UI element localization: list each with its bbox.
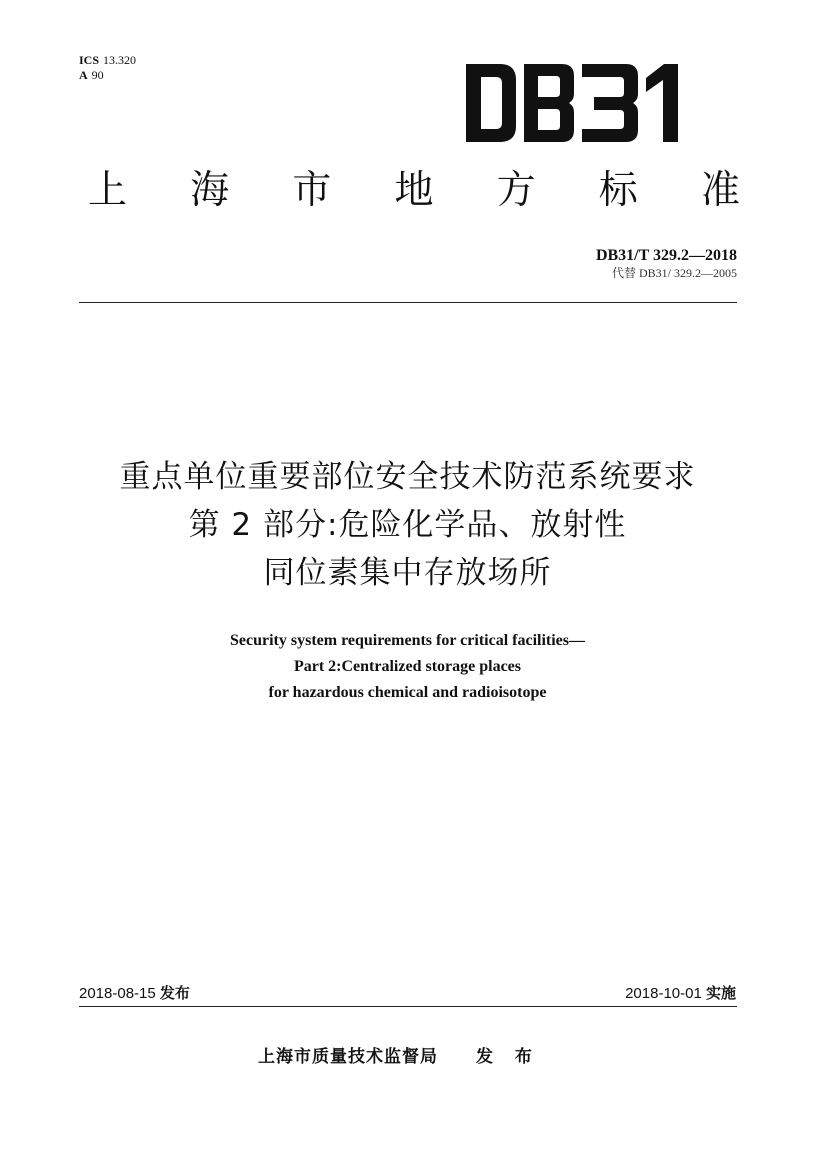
chinese-title [40, 453, 775, 597]
issue-date [79, 983, 190, 1004]
db31-logo [466, 64, 692, 142]
a-value: 90 [91, 68, 104, 82]
standard-number: DB31/T 329.2—2018 [595, 247, 737, 264]
ics-line [79, 53, 136, 68]
footer-divider [79, 1006, 737, 1007]
issuing-authority [258, 1045, 540, 1069]
implementation-label: 实施 [705, 984, 736, 1002]
standard-type-title [88, 166, 740, 216]
a-line [79, 68, 136, 83]
implementation-date-value: 2018-10-01 [625, 985, 702, 1002]
ics-key: ICS [79, 53, 100, 67]
standard-type-char: 标 [598, 168, 638, 213]
issue-date-value: 2018-08-15 [79, 985, 156, 1002]
ics-value: 13.320 [103, 53, 137, 67]
ics-classification [79, 53, 136, 83]
english-title-line: for hazardous chemical and radioisotope [268, 684, 547, 701]
standard-type-char: 市 [292, 168, 332, 213]
standard-type-char: 地 [394, 168, 434, 213]
english-title-line: Part 2:Centralized storage places [293, 658, 522, 675]
standard-type-char: 准 [700, 168, 740, 213]
english-title [40, 628, 775, 706]
english-title-line: Security system requirements for critical facilities— [229, 632, 585, 649]
issuer-action: 发 布 [476, 1047, 540, 1067]
standard-type-char: 上 [88, 168, 128, 213]
issue-label: 发布 [159, 984, 190, 1002]
header-divider [79, 302, 737, 303]
standard-number-block [596, 246, 737, 280]
standard-type-char: 海 [190, 168, 230, 213]
implementation-date [625, 983, 736, 1004]
chinese-title-line: 第 2 部分:危险化学品、放射性 [188, 507, 627, 543]
replaces-note: 代替 DB31/ 329.2—2005 [611, 266, 737, 280]
chinese-title-line: 同位素集中存放场所 [263, 555, 552, 591]
chinese-title-line: 重点单位重要部位安全技术防范系统要求 [119, 459, 696, 495]
standard-type-char: 方 [496, 168, 536, 213]
issuer-name: 上海市质量技术监督局 [258, 1047, 438, 1067]
a-key: A [79, 68, 88, 82]
